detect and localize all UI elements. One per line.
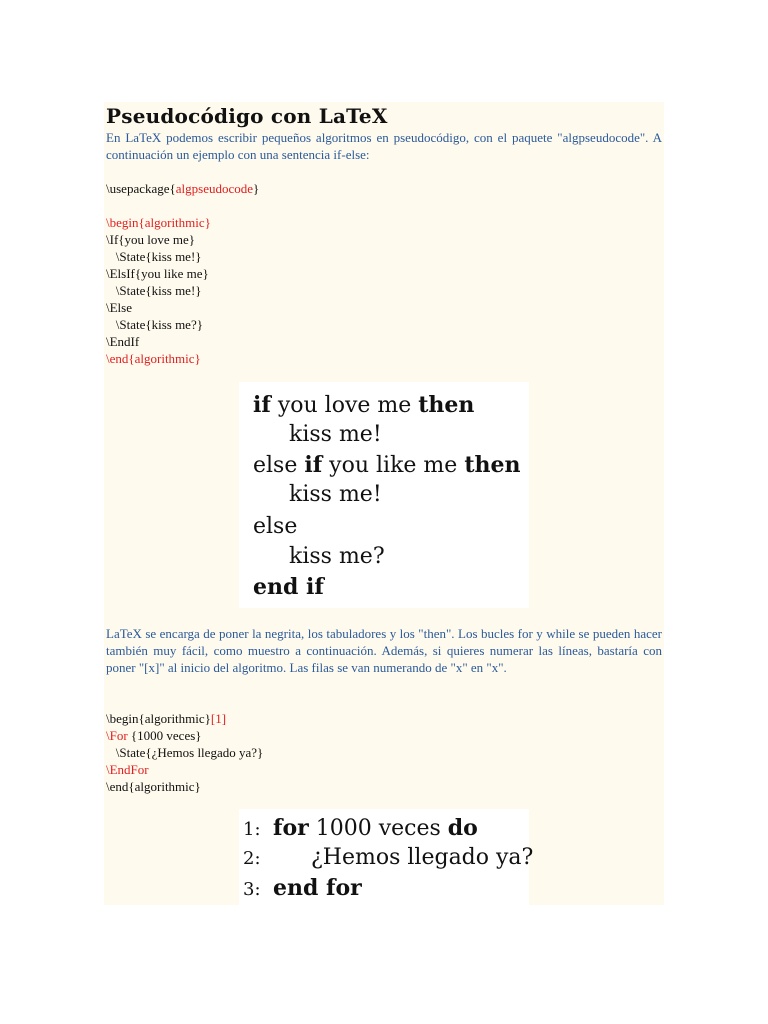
code-block-if-else [106,214,211,367]
page-title: Pseudocódigo con LaTeX [106,104,388,128]
code-line [106,710,263,727]
code-line: \State{kiss me!} [106,283,202,298]
condition-text: you love me [270,393,419,418]
code-line: \begin{algorithmic} [106,215,211,230]
code-line: \end{algorithmic} [106,779,201,794]
keyword-for: for [273,815,309,841]
render-line: kiss me! [289,482,382,507]
keyword-else: else [253,453,305,478]
keyword-end-if: end if [253,574,324,600]
render-line: else [253,514,298,539]
keyword-if: if [253,392,271,418]
begin-text: \begin{algorithmic} [106,711,211,726]
line-number: 2: [243,848,261,869]
condition-text: 1000 veces [308,816,448,841]
code-line: \State{kiss me?} [106,317,203,332]
code-line [106,727,263,744]
render-line [253,390,474,421]
condition-text: you like me [322,453,465,478]
keyword-then: then [418,392,475,418]
keyword-then: then [464,452,521,478]
code-line: \EndIf [106,334,140,349]
document-page [104,102,664,905]
render-line: kiss me! [289,422,382,447]
line-number: 3: [243,879,261,900]
render-line [243,843,533,874]
code-line: \EndFor [106,762,149,777]
second-paragraph: LaTeX se encarga de poner la negrita, los tabuladores y los "then". Los bucles for y while se pueden hacer también muy fácil, como muestro a continuación. Además, si quieres numerar las líneas, bastaría con poner "[x]" al inicio del algoritmo. Las filas se van numerando de "x" en "x". [106,626,662,675]
keyword-do: do [447,815,478,841]
rendered-if-else-algorithm [239,382,529,608]
render-line [253,572,324,603]
for-argument: {1000 veces} [127,728,202,743]
begin-option: [1] [210,711,227,726]
rendered-for-algorithm [239,809,534,905]
code-line: \end{algorithmic} [106,351,201,366]
usepackage-prefix: \usepackage{ [106,181,176,196]
usepackage-arg: algpseudocode [175,181,254,196]
render-line: kiss me? [289,544,385,569]
usepackage-line [106,180,259,197]
keyword-end-for: end for [273,875,362,901]
code-line: \State{¿Hemos llegado ya?} [106,745,264,760]
code-line: \Else [106,300,132,315]
intro-paragraph: En LaTeX podemos escribir pequeños algoritmos en pseudocódigo, con el paquete "algpseudocode". A continuación un ejemplo con una sentencia if-else: [106,130,662,162]
keyword-if: if [304,452,323,478]
usepackage-suffix: } [253,181,260,196]
code-line: \ElsIf{you like me} [106,266,209,281]
state-text: ¿Hemos llegado ya? [311,845,534,870]
render-line [243,873,362,905]
render-line [253,450,520,481]
line-number: 1: [243,819,261,840]
for-command: \For [106,728,128,743]
code-line: \State{kiss me!} [106,249,202,264]
code-line: \If{you love me} [106,232,196,247]
code-block-for [106,710,263,795]
render-line [243,813,478,845]
